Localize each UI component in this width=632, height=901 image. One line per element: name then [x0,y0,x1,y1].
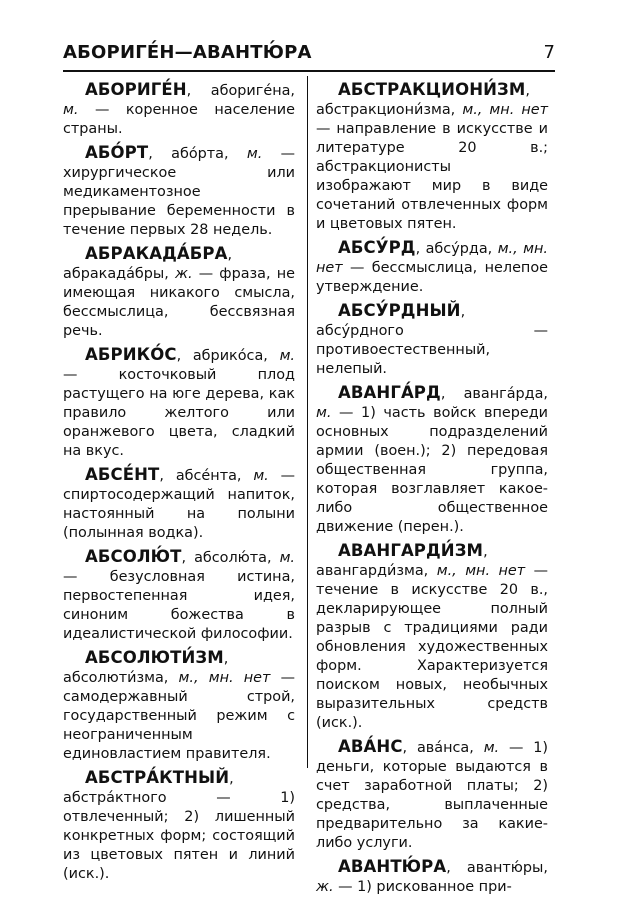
headword: АБСТРАКЦИОНИ́ЗМ [338,80,526,99]
definition: — противоестественный, нелепый. [316,323,548,377]
dictionary-entry [316,857,548,897]
headword: АБСУ́РДНЫЙ [338,301,461,320]
dictionary-entry [316,541,548,733]
dictionary-entry [63,547,295,644]
headword: АБОРИГЕ́Н [85,80,187,99]
entry-forms: , абстра́ктного [63,771,234,806]
grammar-label: м. [246,146,263,162]
dictionary-entry [316,737,548,853]
headword: АВА́НС [338,737,403,756]
grammar-label: ж. [175,266,193,282]
grammar-label: м., мн. нет [316,241,548,276]
entry-forms: , аванга́рда, [440,386,548,402]
definition: — безусловная истина, первостепенная идея, синоним божества в идеалистической философии. [63,569,295,642]
entry-forms: , абсе́нта, [159,468,254,484]
definition: — 1) рискованное при- [333,879,512,895]
dictionary-entry [63,244,295,341]
headword: АБСОЛЮ́Т [85,547,182,566]
entry-forms: , абсолю́та, [181,550,280,566]
grammar-label: м. [279,550,295,566]
headword: АВАНГА́РД [338,383,441,402]
entry-forms: , авангарди́зма, [316,544,488,579]
headword: АБРАКАДА́БРА [85,244,228,263]
grammar-label: м. [316,405,332,421]
dictionary-entry [63,768,295,884]
headword: АБСТРА́КТНЫЙ [85,768,230,787]
grammar-label: м., мн. нет [462,102,549,118]
definition: — 1) отвлеченный; 2) лишенный конкретных форм; состоящий из цветовых пятен и линий (иск.). [63,790,295,882]
dictionary-entry [316,301,548,379]
dictionary-entry [316,238,548,297]
definition: — 1) часть войск впереди основных подразделений армии (воен.); 2) передовая общественная группа, которая возглавляет какое-либо общественное движение (перен.). [316,405,548,535]
entry-forms: , ава́нса, [402,740,484,756]
definition: — самодержавный строй, государственный режим с неограниченным единовластием правителя. [63,670,296,762]
definition: — хирургическое или медикаментозное прерывание беременности в течение первых 28 недель. [63,146,296,238]
column-divider [307,76,308,768]
entry-forms: , абориге́на, [186,83,295,99]
entry-forms: , авантю́ры, [446,860,548,876]
headword: АБСУ́РД [338,238,416,257]
entry-forms: , або́рта, [148,146,247,162]
entry-forms: , абсу́рдного [316,304,466,339]
dictionary-entry [63,143,295,240]
right-column [316,80,548,901]
page-number: 7 [543,42,555,63]
definition: — направление в искусстве и литературе 20 в.; абстракционисты изображают мир в виде сочетаний отвлеченных форм и цветовых пятен. [316,121,548,232]
definition: — течение в искусстве 20 в., декларирующее полный разрыв с традициями ради обновления художественных форм. Характеризуется поиском новых, необычных выразительных средств (иск.). [316,563,548,731]
headword: АБО́РТ [85,143,149,162]
left-column [63,80,295,888]
grammar-label: м. [483,740,500,756]
headword: АВАНТЮ́РА [338,857,447,876]
definition: — коренное население страны. [63,102,295,137]
entry-forms: , абракада́бры, [63,247,233,282]
entry-forms: , абсу́рда, [415,241,498,257]
definition: — фраза, не имеющая никакого смысла, бессмыслица, бессвязная речь. [63,266,295,339]
dictionary-entry [63,80,295,139]
dictionary-entry [63,648,295,764]
headword: АБРИКО́С [85,345,177,364]
entry-forms: , абрико́са, [176,348,280,364]
entry-forms: , абсолюти́зма, [63,651,229,686]
grammar-label: м. [253,468,269,484]
grammar-label: м. [63,102,79,118]
definition: — косточковый плод растущего на юге дерева, как правило желтого или оранжевого цвета, сладкий на вкус. [63,367,295,459]
headword: АВАНГАРДИ́ЗМ [338,541,484,560]
dictionary-entry [63,345,295,461]
entry-forms: , абстракциони́зма, [316,83,530,118]
definition: — спиртосодержащий напиток, настоянный на полыни (полынная водка). [63,468,296,541]
dictionary-entry [316,383,548,537]
definition: — бессмыслица, нелепое утверждение. [316,260,548,295]
running-title: АБОРИГЕ́Н—АВАНТЮ́РА [63,42,312,63]
dictionary-entry [63,465,295,543]
grammar-label: м., мн. нет [436,563,526,579]
running-header [63,42,555,66]
grammar-label: м. [279,348,295,364]
dictionary-entry [316,80,548,234]
header-rule [63,70,555,72]
grammar-label: ж. [316,879,334,895]
definition: — 1) деньги, которые выдаются в счет заработной платы; 2) средства, выплаченные предварительно за какие-либо услуги. [316,740,549,851]
grammar-label: м., мн. нет [178,670,271,686]
headword: АБСОЛЮТИ́ЗМ [85,648,224,667]
headword: АБСЕ́НТ [85,465,160,484]
